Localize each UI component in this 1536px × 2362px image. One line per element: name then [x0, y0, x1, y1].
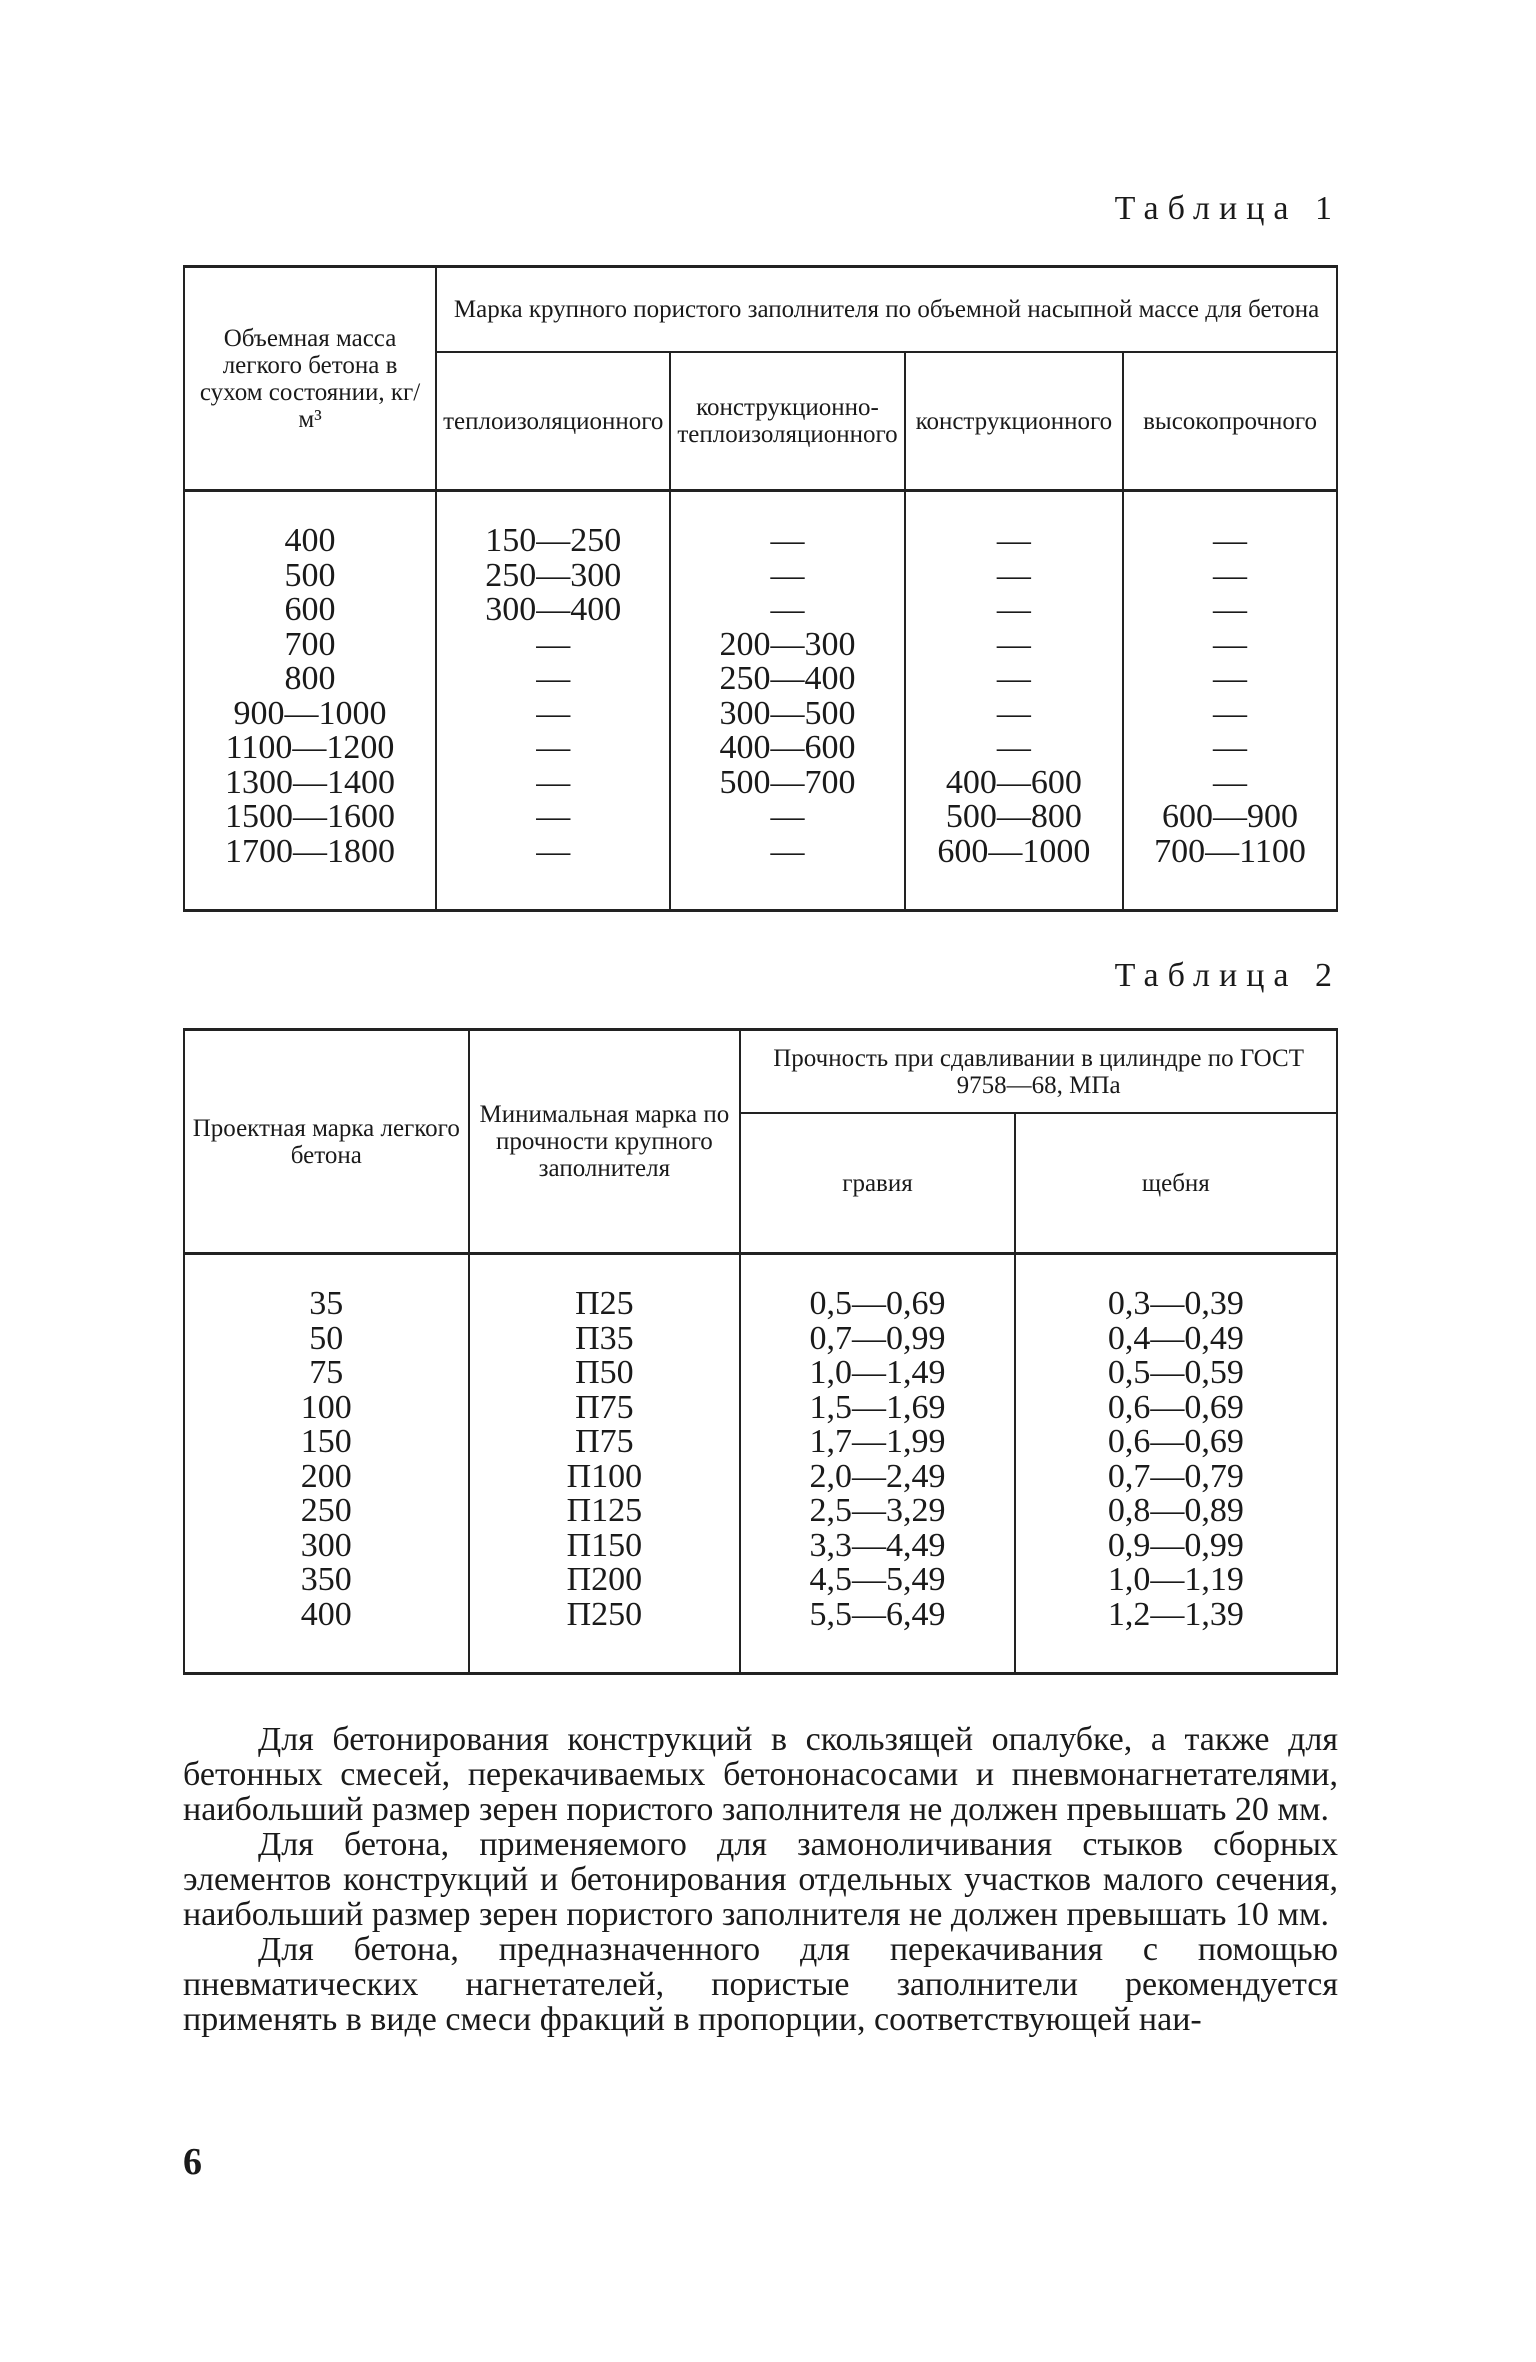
t1-header-high-strength: высокопрочного — [1123, 352, 1337, 491]
table2-caption: Таблица 2 — [1114, 957, 1341, 994]
t2-data-row — [184, 1254, 1337, 1674]
paragraph: Для бетонирования конструкций в скользящей опалубке, а также для бетонных смесей, перекачиваемых бетононасосами и пневмонагнетателями, наибольший размер зерен пористого заполнителя не должен превышать 20 мм. — [183, 1721, 1338, 1828]
t1-header-struct-thermal: конструкционно-теплоизоляционного — [670, 352, 904, 491]
t2-header-min-grade: Минимальная марка по прочности крупного заполнителя — [469, 1030, 741, 1254]
t2-col-crushed-stone: 0,3—0,39 0,4—0,49 0,5—0,59 0,6—0,69 0,6—0,69 0,7—0,79 0,8—0,89 0,9—0,99 1,0—1,19 1,2—1,39 — [1015, 1254, 1337, 1674]
page-number: 6 — [183, 2141, 202, 2183]
t1-col-high-strength: — — — — — — — — 600—900 700—1100 — [1123, 491, 1337, 911]
t1-col-thermal: 150—250 250—300 300—400 — — — — — — — — [436, 491, 670, 911]
t1-col-density: 400 500 600 700 800 900—1000 1100—1200 1300—1400 1500—1600 1700—1800 — [184, 491, 436, 911]
paragraph: Для бетона, применяемого для замоноличивания стыков сборных элементов конструкций и бетонирования отдельных участков малого сечения, наибольший размер зерен пористого заполнителя не должен превышать 10 мм. — [183, 1826, 1338, 1933]
t1-header-group: Марка крупного пористого заполнителя по объемной насыпной массе для бетона — [436, 267, 1337, 353]
t2-col-min-grade: П25 П35 П50 П75 П75 П100 П125 П150 П200 П250 — [469, 1254, 741, 1674]
t1-header-thermal: теплоизоляционного — [436, 352, 670, 491]
t2-header-group: Прочность при сдавливании в цилиндре по ГОСТ 9758—68, МПа — [740, 1030, 1337, 1114]
t1-header-structural: конструкционного — [905, 352, 1123, 491]
t2-col-grade: 35 50 75 100 150 200 250 300 350 400 — [184, 1254, 469, 1674]
t1-header-density: Объемная масса легкого бетона в сухом состоянии, кг/м³ — [184, 267, 436, 491]
table1-caption: Таблица 1 — [1114, 190, 1341, 227]
body-text — [183, 1722, 1338, 2037]
t1-data-row — [184, 491, 1337, 911]
table-2 — [183, 1028, 1338, 1675]
t2-header-gravel: гравия — [740, 1113, 1014, 1254]
t2-header-grade: Проектная марка легкого бетона — [184, 1030, 469, 1254]
t1-col-structural: — — — — — — — 400—600 500—800 600—1000 — [905, 491, 1123, 911]
paragraph: Для бетона, предназначенного для перекачивания с помощью пневматических нагнетателей, пористые заполнители рекомендуется применять в виде смеси фракций в пропорции, соответствующей наи- — [183, 1931, 1338, 2038]
table-1 — [183, 265, 1338, 912]
t1-col-struct-thermal: — — — 200—300 250—400 300—500 400—600 500—700 — — — [670, 491, 904, 911]
t2-header-crushed-stone: щебня — [1015, 1113, 1337, 1254]
t2-col-gravel: 0,5—0,69 0,7—0,99 1,0—1,49 1,5—1,69 1,7—1,99 2,0—2,49 2,5—3,29 3,3—4,49 4,5—5,49 5,5—6,49 — [740, 1254, 1014, 1674]
